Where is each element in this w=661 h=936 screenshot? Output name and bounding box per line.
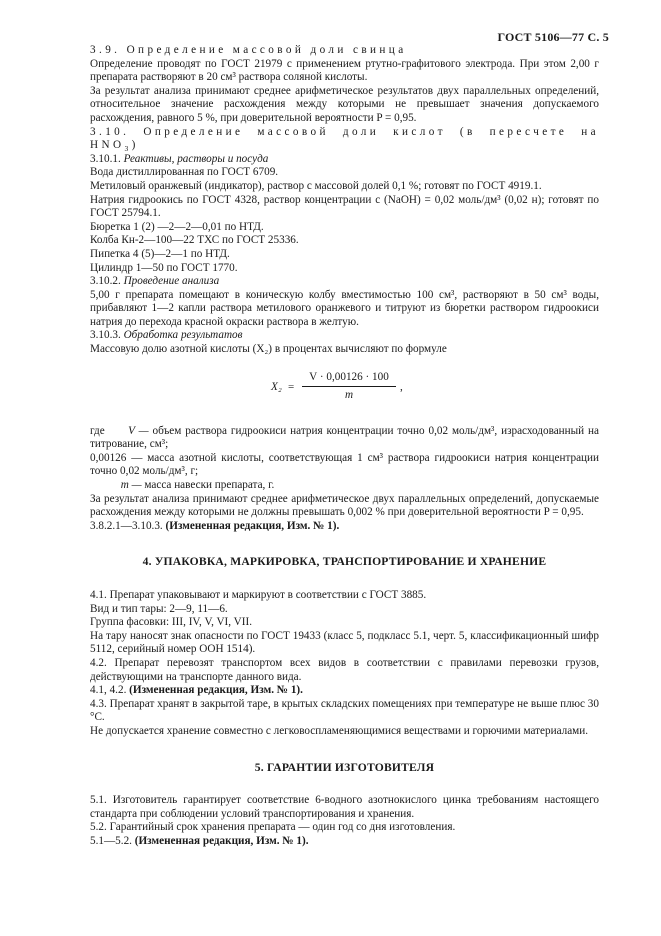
reagent-item: Пипетка 4 (5)—2—1 по НТД.	[90, 247, 230, 260]
section-3-10-1-heading: 3.10.1. Реактивы, растворы и посуда	[90, 152, 269, 165]
result-text: За результат анализа принимают среднее арифметическое двух параллельных определений, допускаемые расхождения между которыми не должны превышать 0,002 % при доверительной вероятности P = 0,95.	[90, 492, 599, 519]
section-3-9-p1: Определение проводят по ГОСТ 21979 с применением ртутно-графитового электрода. При этом 2,00 г препарата растворяют в 20 см³ раствора соляной кислоты.	[90, 57, 599, 84]
reagent-item: Бюретка 1 (2) —2—2—0,01 по НТД.	[90, 220, 264, 233]
section-3-10-2-heading: 3.10.2. Проведение анализа	[90, 275, 220, 288]
amendment-note: 5.1—5.2. (Измененная редакция, Изм. № 1).	[90, 834, 309, 847]
section-3-10-3-heading: 3.10.3. Обработка результатов	[90, 329, 243, 342]
reagent-item: Вода дистиллированная по ГОСТ 6709.	[90, 166, 279, 179]
formula-denominator: m	[344, 388, 354, 401]
reagent-item: Колба Кн-2—100—22 ТХС по ГОСТ 25336.	[90, 234, 299, 247]
section-3-9-title: 3.9. Определение массовой доли свинца	[90, 44, 407, 56]
section-3-10-title: 3.10. Определение массовой доли кислот (в пересчете на $HNO_3$)	[90, 125, 599, 154]
fraction-bar	[302, 386, 396, 387]
section-3-9-p2: За результат анализа принимают среднее арифметическое результатов двух параллельных определений, относительное значение расхождения между которыми не превышает значения допускаемого расхождения, равного 5 %, при доверительной вероятности P = 0,95.	[90, 84, 599, 124]
section-3-10-3-text: Массовую долю азотной кислоты (X₂) в процентах вычисляют по формуле	[90, 343, 447, 356]
definition-v: где V — объем раствора гидроокиси натрия концентрации точно 0,02 моль/дм³, израсходованный на титрование, см³;	[90, 424, 600, 451]
section-4-1-packing-group: Группа фасовки: III, IV, V, VI, VII.	[90, 616, 252, 629]
formula-lhs: X₂	[271, 380, 282, 393]
reagent-item: Цилиндр 1—50 по ГОСТ 1770.	[90, 261, 238, 274]
section-4-1-tare: Вид и тип тары: 2—9, 11—6.	[90, 602, 228, 615]
section-3-10-2-text: 5,00 г препарата помещают в коническую колбу вместимостью 100 см³, растворяют в 50 см³ воды, прибавляют 1—2 капли раствора метилового оранжевого и титруют из бюретки раствором гидроокиси натрия до перехода красной окраски раствора в желтую.	[90, 288, 599, 328]
section-5-2: 5.2. Гарантийный срок хранения препарата — один год со дня изготовления.	[90, 821, 456, 834]
formula	[90, 371, 599, 409]
formula-numerator: V · 0,00126 · 100	[309, 370, 389, 383]
section-4-title: 4. УПАКОВКА, МАРКИРОВКА, ТРАНСПОРТИРОВАНИЕ И ХРАНЕНИЕ	[142, 555, 547, 569]
formula-comma: ,	[400, 380, 403, 393]
reagent-item: Метиловый оранжевый (индикатор), раствор с массовой долей 0,1 %; готовят по ГОСТ 4919.1.	[90, 179, 542, 192]
amendment-note: 4.1, 4.2. (Измененная редакция, Изм. № 1).	[90, 684, 303, 697]
section-4-3: 4.3. Препарат хранят в закрытой таре, в крытых складских помещениях при температуре не выше плюс 30 °С.	[90, 697, 599, 724]
section-5-title: 5. ГАРАНТИИ ИЗГОТОВИТЕЛЯ	[254, 760, 435, 774]
running-header: ГОСТ 5106—77 С. 5	[497, 30, 609, 44]
amendment-note: 3.8.2.1—3.10.3. (Измененная редакция, Изм. № 1).	[90, 519, 340, 532]
section-4-1: 4.1. Препарат упаковывают и маркируют в соответствии с ГОСТ 3885.	[90, 589, 427, 601]
formula-equals: =	[288, 380, 295, 393]
section-5-1: 5.1. Изготовитель гарантирует соответствие 6-водного азотнокислого цинка требованиям настоящего стандарта при соблюдении условий транспортирования и хранения.	[90, 794, 599, 820]
definition-m: m — масса навески препарата, г.	[120, 479, 275, 492]
section-4-3-storage: Не допускается хранение совместно с легковоспламеняющимися веществами и горючими материалами.	[90, 724, 589, 737]
section-4-2: 4.2. Препарат перевозят транспортом всех видов в соответствии с правилами перевозки грузов, действующими на транспорте данного вида.	[90, 656, 599, 683]
reagent-item: Натрия гидроокись по ГОСТ 4328, раствор концентрации c (NaOH) = 0,02 моль/дм³ (0,02 н); готовят по ГОСТ 25794.1.	[90, 193, 599, 220]
section-4-1-hazard: На тару наносят знак опасности по ГОСТ 19433 (класс 5, подкласс 5.1, черт. 5, классификационный шифр 5112, серийный номер ООН 1514).	[90, 629, 599, 656]
page-body	[90, 44, 599, 849]
definition-coefficient: 0,00126 — масса азотной кислоты, соответствующая 1 см³ раствора гидроокиси натрия концентрации точно 0,02 моль/дм³, г;	[90, 451, 600, 478]
variable-definitions	[90, 425, 599, 493]
